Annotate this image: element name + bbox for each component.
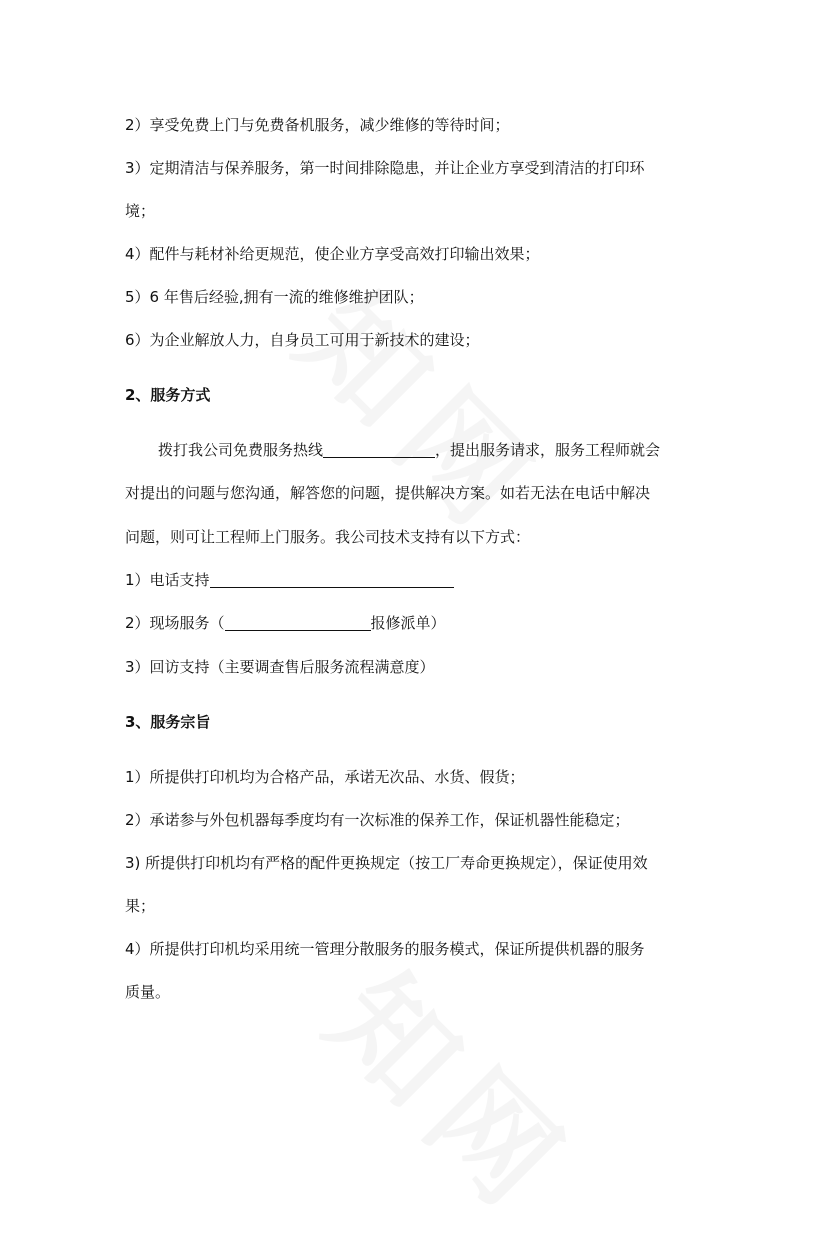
section2-para-line1 [158,439,660,461]
section1-item-6: 6）为企业解放人力，自身员工可用于新技术的建设； [125,331,480,349]
para-text-b: ，提出服务请求，服务工程师就会 [435,441,661,459]
section1-item-3: 3）定期清洁与保养服务，第一时间排除隐患，并让企业方享受到清洁的打印环 [125,159,645,177]
support-onsite-suffix: 报修派单） [370,614,446,632]
support-phone-label: 1）电话支持 [125,571,210,589]
section3-heading: 3、服务宗旨 [125,713,211,731]
section1-item-4: 4）配件与耗材补给更规范，使企业方享受高效打印输出效果； [125,245,540,263]
section2-para-line2: 对提出的问题与您沟通，解答您的问题，提供解决方案。如若无法在电话中解决 [125,484,651,502]
support-phone [125,569,454,591]
support-onsite-label: 2）现场服务（ [125,614,225,632]
phone-blank [210,571,454,588]
section3-item-1: 1）所提供打印机均为合格产品，承诺无次品、水货、假货； [125,768,525,786]
section1-item-3-cont: 境； [125,202,156,220]
onsite-blank [225,614,371,631]
section3-item-4: 4）所提供打印机均采用统一管理分散服务的服务模式，保证所提供机器的服务 [125,940,645,958]
section3-item-3: 3) 所提供打印机均有严格的配件更换规定（按工厂寿命更换规定），保证使用效 [125,854,648,872]
para-text-a: 拨打我公司免费服务热线 [158,441,324,459]
section3-item-3-cont: 果； [125,897,156,915]
section2-heading: 2、服务方式 [125,386,211,404]
section3-item-2: 2）承诺参与外包机器每季度均有一次标准的保养工作，保证机器性能稳定； [125,811,630,829]
support-callback: 3）回访支持（主要调查售后服务流程满意度） [125,658,435,676]
support-onsite [125,612,446,634]
hotline-blank [323,441,435,458]
watermark-bottom [298,930,615,1247]
section1-item-2: 2）享受免费上门与免费备机服务，减少维修的等待时间； [125,116,510,134]
section3-item-4-cont: 质量。 [125,983,171,1001]
section2-para-line3: 问题，则可让工程师上门服务。我公司技术支持有以下方式： [125,528,531,546]
section1-item-5: 5）6 年售后经验,拥有一流的维修维护团队； [125,288,424,306]
